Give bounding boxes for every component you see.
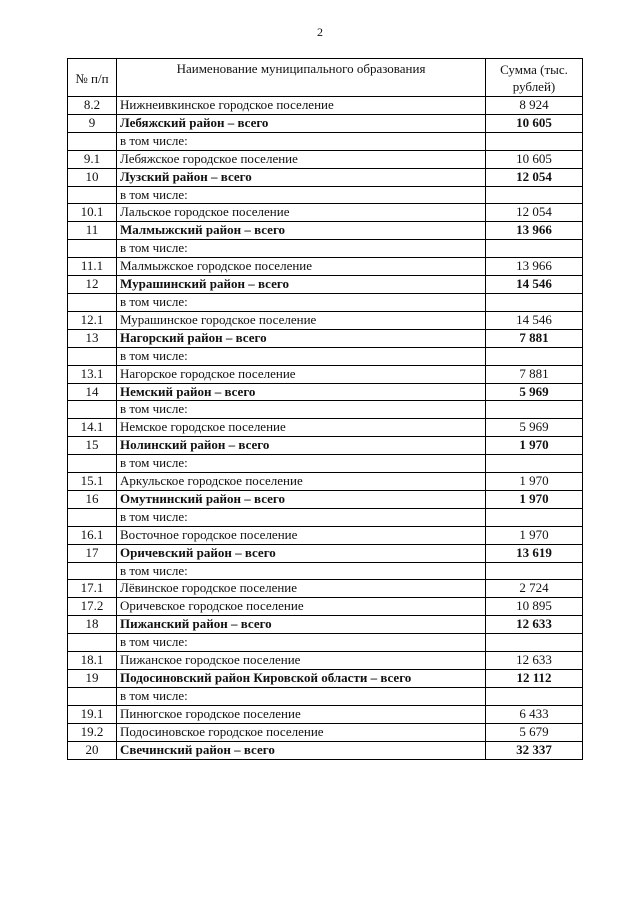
row-name-cell: Малмыжский район – всего [117,222,486,240]
settlement-row [68,598,583,616]
row-number-cell: 11 [68,222,117,240]
district-total-row [68,222,583,240]
settlement-row [68,311,583,329]
row-number-cell [68,132,117,150]
row-name-cell: Малмыжское городское поселение [117,258,486,276]
row-name-cell: Восточное городское поселение [117,526,486,544]
row-sum-cell [486,455,583,473]
row-number-cell: 10 [68,168,117,186]
row-name-cell: Омутнинский район – всего [117,490,486,508]
row-name-cell: Аркульское городское поселение [117,473,486,491]
subheading-row [68,455,583,473]
row-name-cell: Мурашинский район – всего [117,276,486,294]
row-name-cell: в том числе: [117,455,486,473]
district-total-row [68,490,583,508]
row-sum-cell: 6 433 [486,705,583,723]
row-name-cell: Лёвинское городское поселение [117,580,486,598]
row-name-cell: Лальское городское поселение [117,204,486,222]
row-number-cell: 17.1 [68,580,117,598]
row-sum-cell: 8 924 [486,97,583,115]
row-name-cell: Немское городское поселение [117,419,486,437]
row-name-cell: Мурашинское городское поселение [117,311,486,329]
row-number-cell: 18.1 [68,652,117,670]
row-sum-cell: 1 970 [486,526,583,544]
row-sum-cell: 10 605 [486,114,583,132]
row-name-cell: Нолинский район – всего [117,437,486,455]
row-sum-cell [486,634,583,652]
row-sum-cell: 12 112 [486,670,583,688]
row-sum-cell: 5 679 [486,723,583,741]
settlement-row [68,526,583,544]
row-name-cell: в том числе: [117,186,486,204]
subheading-row [68,293,583,311]
subheading-row [68,508,583,526]
settlement-row [68,150,583,168]
row-sum-cell: 14 546 [486,311,583,329]
district-total-row [68,383,583,401]
row-name-cell: в том числе: [117,687,486,705]
row-sum-cell [486,508,583,526]
row-number-cell: 14.1 [68,419,117,437]
row-number-cell: 14 [68,383,117,401]
row-sum-cell: 2 724 [486,580,583,598]
row-name-cell: Нагорское городское поселение [117,365,486,383]
row-number-cell: 15.1 [68,473,117,491]
row-name-cell: Пижанское городское поселение [117,652,486,670]
settlement-row [68,580,583,598]
settlement-row [68,723,583,741]
row-name-cell: Подосиновский район Кировской области – всего [117,670,486,688]
row-name-cell: Оричевское городское поселение [117,598,486,616]
budget-table [67,58,583,760]
row-name-cell: Лебяжское городское поселение [117,150,486,168]
row-sum-cell: 1 970 [486,437,583,455]
settlement-row [68,258,583,276]
subheading-row [68,562,583,580]
row-sum-cell: 13 966 [486,258,583,276]
row-sum-cell: 14 546 [486,276,583,294]
table-body [68,97,583,760]
row-sum-cell: 12 633 [486,616,583,634]
district-total-row [68,616,583,634]
row-sum-cell: 12 054 [486,168,583,186]
row-number-cell [68,240,117,258]
row-name-cell: Пижанский район – всего [117,616,486,634]
district-total-row [68,168,583,186]
district-total-row [68,329,583,347]
header-sum: Сумма (тыс. рублей) [486,59,583,97]
row-number-cell [68,562,117,580]
subheading-row [68,186,583,204]
row-name-cell: в том числе: [117,634,486,652]
settlement-row [68,705,583,723]
row-sum-cell: 5 969 [486,383,583,401]
row-number-cell [68,186,117,204]
row-sum-cell: 7 881 [486,329,583,347]
row-name-cell: Нагорский район – всего [117,329,486,347]
district-total-row [68,114,583,132]
row-name-cell: в том числе: [117,240,486,258]
subheading-row [68,240,583,258]
subheading-row [68,634,583,652]
row-sum-cell [486,132,583,150]
row-number-cell: 15 [68,437,117,455]
row-number-cell [68,687,117,705]
row-number-cell: 10.1 [68,204,117,222]
row-number-cell: 12.1 [68,311,117,329]
row-number-cell: 19.2 [68,723,117,741]
row-sum-cell: 1 970 [486,473,583,491]
district-total-row [68,670,583,688]
row-name-cell: Лебяжский район – всего [117,114,486,132]
table-header-row [68,59,583,97]
row-number-cell: 19 [68,670,117,688]
row-sum-cell: 7 881 [486,365,583,383]
subheading-row [68,687,583,705]
row-number-cell: 9 [68,114,117,132]
settlement-row [68,365,583,383]
settlement-row [68,419,583,437]
row-name-cell: в том числе: [117,347,486,365]
row-number-cell: 13.1 [68,365,117,383]
row-name-cell: в том числе: [117,401,486,419]
row-name-cell: в том числе: [117,562,486,580]
row-number-cell: 17.2 [68,598,117,616]
row-sum-cell: 1 970 [486,490,583,508]
row-sum-cell: 12 054 [486,204,583,222]
row-number-cell: 13 [68,329,117,347]
district-total-row [68,276,583,294]
district-total-row [68,741,583,759]
row-sum-cell: 12 633 [486,652,583,670]
row-number-cell: 16.1 [68,526,117,544]
row-name-cell: в том числе: [117,508,486,526]
row-number-cell: 19.1 [68,705,117,723]
subheading-row [68,401,583,419]
row-number-cell: 8.2 [68,97,117,115]
row-number-cell: 20 [68,741,117,759]
row-sum-cell [486,562,583,580]
row-name-cell: Оричевский район – всего [117,544,486,562]
row-number-cell: 18 [68,616,117,634]
row-sum-cell [486,687,583,705]
row-number-cell: 16 [68,490,117,508]
row-sum-cell [486,186,583,204]
row-sum-cell [486,293,583,311]
row-sum-cell: 13 966 [486,222,583,240]
row-sum-cell [486,347,583,365]
row-sum-cell: 5 969 [486,419,583,437]
row-number-cell [68,455,117,473]
settlement-row [68,204,583,222]
row-sum-cell: 13 619 [486,544,583,562]
settlement-row [68,97,583,115]
row-name-cell: Нижнеивкинское городское поселение [117,97,486,115]
row-number-cell: 17 [68,544,117,562]
row-sum-cell: 10 895 [486,598,583,616]
row-number-cell [68,293,117,311]
row-name-cell: Лузский район – всего [117,168,486,186]
row-sum-cell [486,240,583,258]
row-name-cell: Подосиновское городское поселение [117,723,486,741]
district-total-row [68,544,583,562]
row-number-cell [68,401,117,419]
settlement-row [68,473,583,491]
header-name: Наименование муниципального образования [117,59,486,97]
row-number-cell [68,634,117,652]
page-number: 2 [317,25,323,39]
row-name-cell: Свечинский район – всего [117,741,486,759]
row-name-cell: в том числе: [117,293,486,311]
settlement-row [68,652,583,670]
row-name-cell: Немский район – всего [117,383,486,401]
row-number-cell [68,347,117,365]
row-name-cell: в том числе: [117,132,486,150]
row-name-cell: Пинюгское городское поселение [117,705,486,723]
subheading-row [68,347,583,365]
row-number-cell [68,508,117,526]
header-number: № п/п [68,59,117,97]
row-sum-cell: 32 337 [486,741,583,759]
row-number-cell: 9.1 [68,150,117,168]
row-sum-cell [486,401,583,419]
subheading-row [68,132,583,150]
district-total-row [68,437,583,455]
row-number-cell: 12 [68,276,117,294]
row-sum-cell: 10 605 [486,150,583,168]
row-number-cell: 11.1 [68,258,117,276]
